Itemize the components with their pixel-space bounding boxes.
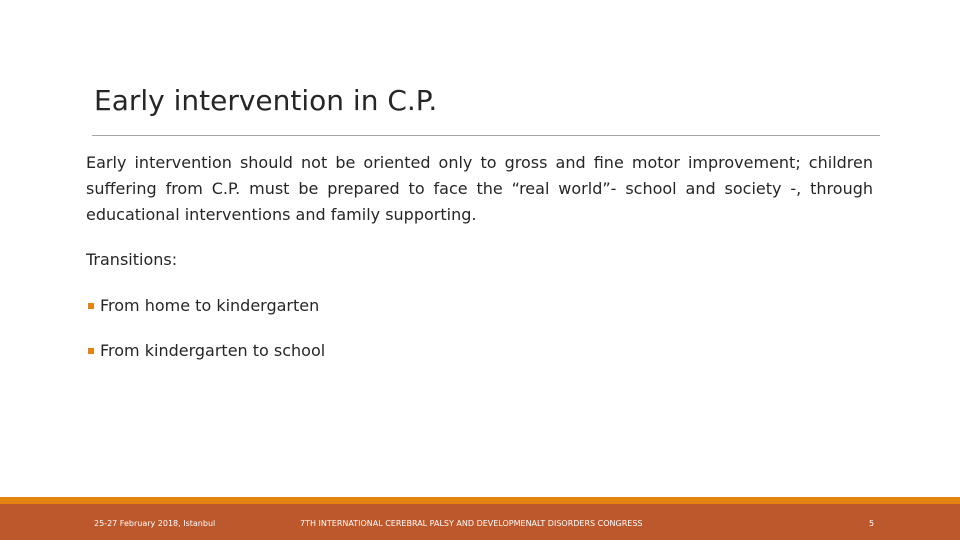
body-paragraph: Early intervention should not be oriented only to gross and fine motor improvement; children suffering from C.P. must be prepared to face the “real world”- school and society -, through educational interventions and family supporting. <box>86 153 873 224</box>
footer-event-name: 7TH INTERNATIONAL CEREBRAL PALSY AND DEVELOPMENALT DISORDERS CONGRESS <box>300 519 643 528</box>
square-bullet-icon <box>88 348 94 354</box>
slide-number: 5 <box>869 519 875 528</box>
square-bullet-icon <box>88 303 94 309</box>
footer-accent-stripe <box>0 497 960 504</box>
bullet-item-kindergarten-to-school <box>86 339 325 363</box>
title-divider <box>92 135 880 136</box>
bullet-item-home-to-kindergarten <box>86 294 319 318</box>
bullet-label: From home to kindergarten <box>100 296 320 315</box>
footer-date: 25-27 February 2018, Istanbul <box>94 519 216 528</box>
bullet-label: From kindergarten to school <box>100 341 326 360</box>
transitions-label: Transitions: <box>86 250 178 269</box>
slide-title: Early intervention in C.P. <box>94 84 438 117</box>
